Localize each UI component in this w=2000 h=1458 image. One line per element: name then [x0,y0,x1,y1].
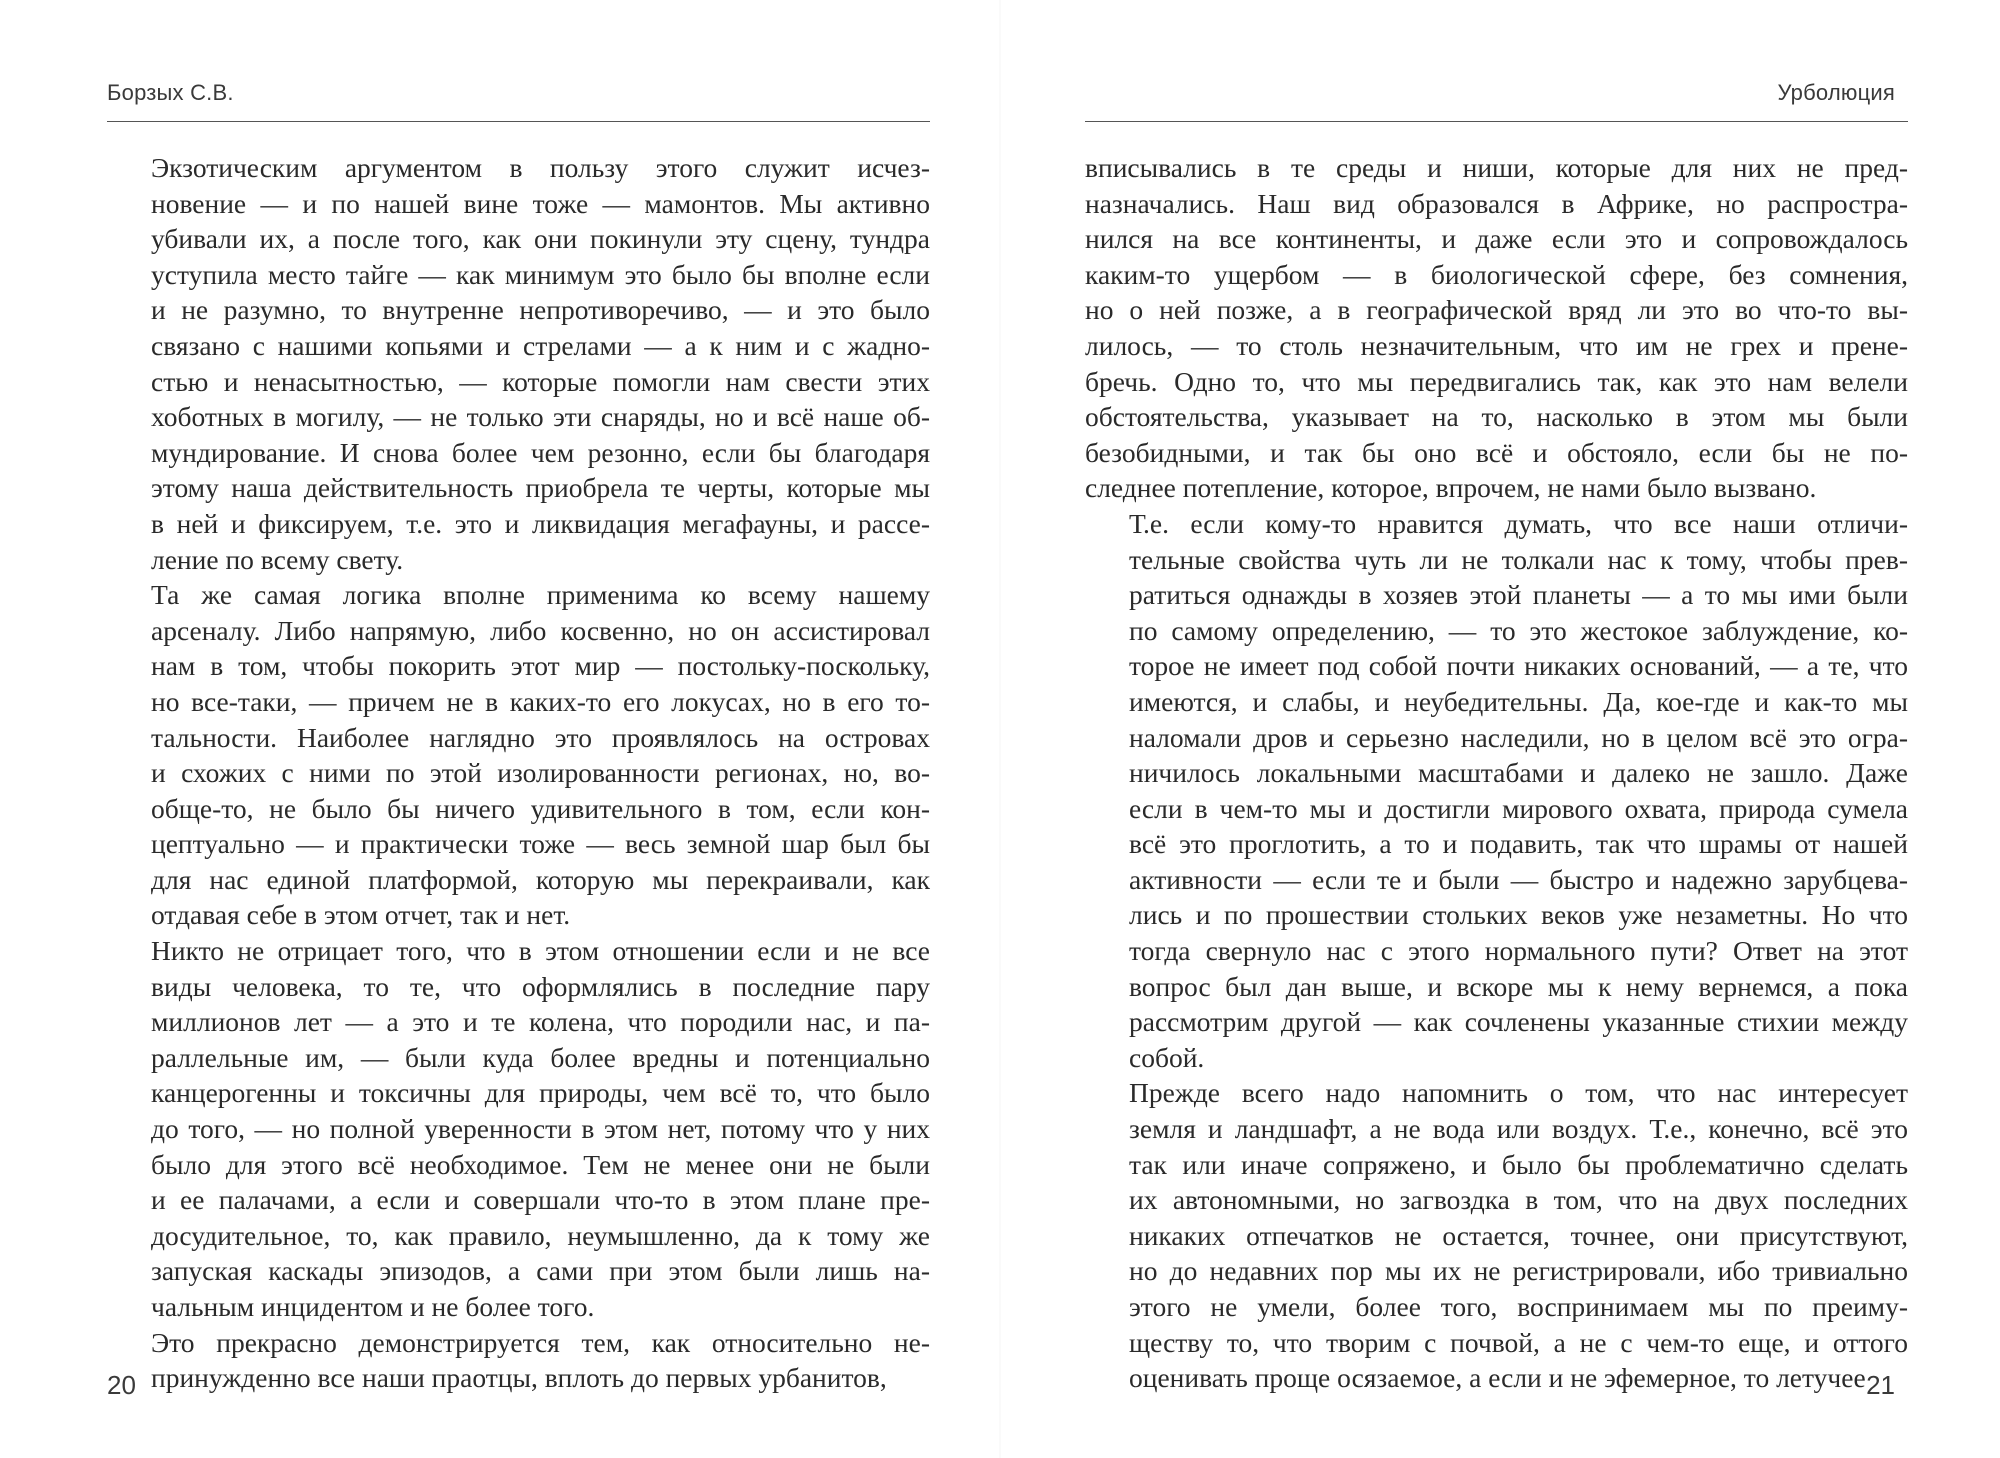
text-line: всё это проглотить, а то и подавить, так что шрамы от нашей [1129,828,1908,860]
paragraph [107,1325,930,1396]
text-line: раллельные им, — были куда более вредны и потенциально [151,1041,930,1073]
body-text [107,150,930,1396]
text-line: наломали дров и серьезно наследили, но в целом всё это огра- [1129,721,1908,753]
text-line: и ее палачами, а если и совершали что-то в этом плане пре- [151,1184,930,1216]
paragraph [1085,150,1908,506]
text-line: связано с нашими копьями и стрелами — а к ним и с жадно- [151,329,930,361]
text-line: собой. [1129,1041,1205,1073]
paragraph [1085,1075,1908,1395]
text-line: мундирование. И снова более чем резонно, если бы благодаря [151,436,930,468]
right-page [1000,0,2000,1458]
paragraph [107,933,930,1325]
text-line: так или иначе сопряжено, и было бы проблематично сделать [1129,1148,1908,1180]
header-rule [107,121,930,122]
text-line: рассмотрим другой — как сочленены указанные стихии между [1129,1006,1908,1038]
text-line: обстоятельства, указывает на то, насколько в этом мы были [1085,401,1908,433]
text-line: ратиться однажды в хозяев этой планеты — а то мы ими были [1129,579,1908,611]
text-line: арсеналу. Либо напрямую, либо косвенно, но он ассистировал [151,614,930,646]
page-number: 20 [107,1370,136,1400]
text-line: миллионов лет — а это и те колена, что породили нас, и па- [151,1006,930,1038]
text-line: оценивать проще осязаемое, а если и не эфемерное, то летучее [1129,1362,1866,1394]
paragraph [1085,506,1908,1076]
text-line: тогда свернуло нас с этого нормального пути? Ответ на этот [1129,935,1908,967]
text-line: земля и ландшафт, а не вода или воздух. Т.е., конечно, всё это [1129,1113,1908,1145]
text-line: тельные свойства чуть ли не толкали нас к тому, чтобы прев- [1129,543,1908,575]
text-line: и не разумно, то внутренне непротиворечиво, — и это было [151,294,930,326]
text-line: их автономными, но загвоздка в том, что на двух последних [1129,1184,1908,1216]
text-line: имеются, и слабы, и неубедительны. Да, кое-где и как-то мы [1129,685,1908,717]
text-line: ление по всему свету. [151,543,404,575]
text-line: лилось, — то столь незначительным, что им не грех и прене- [1085,329,1908,361]
text-line: вопрос был дан выше, и вскоре мы к нему вернемся, а пока [1129,970,1908,1002]
paragraph [107,150,930,577]
text-line: каким-то ущербом — в биологической сфере, без сомнения, [1085,258,1908,290]
text-line: и схожих с ними по этой изолированности регионах, но, во- [151,757,930,789]
paragraph [107,577,930,933]
text-line: отдавая себе в этом отчет, так и нет. [151,899,571,931]
text-line: Та же самая логика вполне применима ко всему нашему [151,579,930,611]
text-line: уступила место тайге — как минимум это было бы вполне если [151,258,930,290]
text-line: ществу то, что творим с почвой, а не с чем-то еще, и оттого [1129,1326,1908,1358]
text-line: торое не имеет под собой почти никаких оснований, — а те, что [1129,650,1908,682]
text-line: было для этого всё необходимое. Тем не менее они не были [151,1148,930,1180]
text-line: вписывались в те среды и ниши, которые для них не пред- [1085,152,1908,183]
text-line: тальности. Наиболее наглядно это проявлялось на островах [151,721,930,753]
text-line: безобидными, и так бы оно всё и обстояло, если бы не по- [1085,436,1908,468]
text-line: виды человека, то те, что оформлялись в последние пару [151,970,930,1002]
text-line: до того, — но полной уверенности в этом нет, потому что у них [151,1113,930,1145]
text-line: но все-таки, — причем не в каких-то его локусах, но в его то- [151,685,930,717]
text-line: убивали их, а после того, как они покинули эту сцену, тундра [151,223,930,255]
text-line: Прежде всего надо напомнить о том, что нас интересует [1129,1077,1908,1109]
text-line: хоботных в могилу, — не только эти снаряды, но и всё наше об- [151,401,930,433]
text-line: запуская каскады эпизодов, а сами при этом были лишь на- [151,1255,930,1287]
text-line: принужденно все наши праотцы, вплоть до первых урбанитов, [151,1362,887,1394]
text-line: но до недавних пор мы их не регистрировали, ибо тривиально [1129,1255,1908,1287]
text-line: новение — и по нашей вине тоже — мамонтов. Мы активно [151,187,930,219]
text-line: если в чем-то мы и достигли мирового охвата, природа сумела [1129,792,1908,824]
text-line: по самому определению, — то это жестокое заблуждение, ко- [1129,614,1908,646]
text-line: этого не умели, более того, воспринимаем мы по преиму- [1129,1291,1908,1322]
text-line: Это прекрасно демонстрируется тем, как относительно не- [151,1326,930,1358]
text-line: чальным инцидентом и не более того. [151,1291,595,1322]
text-line: лись и по прошествии стольких веков уже незаметны. Но что [1129,899,1908,931]
text-line: канцерогенны и токсичны для природы, чем всё то, что было [151,1077,930,1109]
text-line: нам в том, чтобы покорить этот мир — постольку-поскольку, [151,650,930,682]
text-line: Экзотическим аргументом в пользу этого служит исчез- [151,152,930,183]
text-line: Никто не отрицает того, что в этом отношении если и не все [151,935,930,967]
text-line: назначались. Наш вид образовался в Африке, но распростра- [1085,187,1908,219]
text-line: для нас единой платформой, которую мы перекраивали, как [151,863,930,895]
text-line: никаких отпечатков не остается, точнее, они присутствуют, [1129,1219,1908,1251]
text-line: активности — если те и были — быстро и надежно зарубцева- [1129,863,1908,895]
body-text [1085,150,1908,1396]
page-number: 21 [1866,1370,1895,1400]
text-line: цептуально — и практически тоже — весь земной шар был бы [151,828,930,860]
text-line: следнее потепление, которое, впрочем, не нами было вызвано. [1085,472,1817,504]
text-line: досудительное, то, как правило, неумышленно, да к тому же [151,1219,930,1251]
text-line: стью и ненасытностью, — которые помогли нам свести этих [151,365,930,397]
text-line: ничилось локальными масштабами и далеко не зашло. Даже [1129,757,1908,789]
running-head-title: Урболюция [1777,80,1895,105]
text-line: но о ней позже, а в географической вряд ли это во что-то вы- [1085,294,1908,326]
text-line: Т.е. если кому-то нравится думать, что все наши отличи- [1129,507,1908,539]
running-head-author: Борзых С.В. [107,80,234,105]
text-line: бречь. Одно то, что мы передвигались так, как это нам велели [1085,365,1908,397]
header-rule [1085,121,1908,122]
text-line: в ней и фиксируем, т.е. это и ликвидация мегафауны, и рассе- [151,507,930,539]
text-line: этому наша действительность приобрела те черты, которые мы [151,472,930,504]
text-line: нился на все континенты, и даже если это и сопровождалось [1085,223,1908,255]
text-line: обще-то, не было бы ничего удивительного в том, если кон- [151,792,930,824]
